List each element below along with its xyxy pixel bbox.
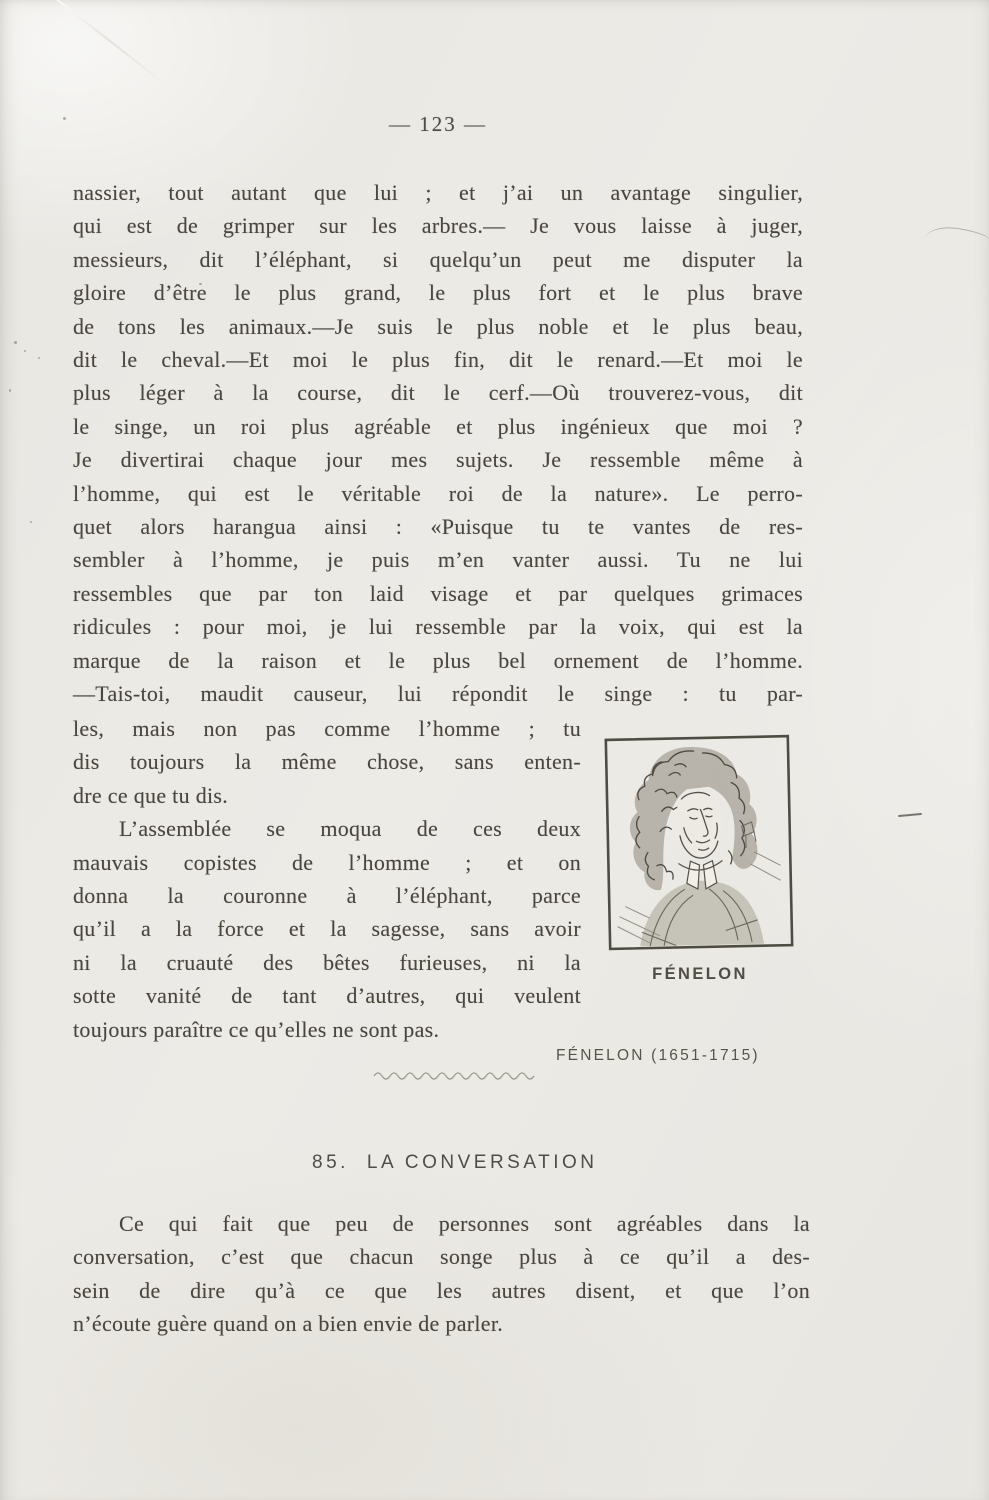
ink-speck bbox=[24, 350, 26, 352]
text-line: toujours paraître ce qu’elles ne sont pas. bbox=[73, 1016, 440, 1042]
text-line: gloire d’être le plus grand, le plus fort et le plus brave bbox=[73, 280, 803, 306]
page-number: — 123 — bbox=[389, 112, 487, 136]
text-line: messieurs, dit l’éléphant, si quelqu’un peut me disputer la bbox=[73, 246, 803, 272]
text-line: n’écoute guère quand on a bien envie de parler. bbox=[73, 1311, 504, 1337]
text-line: nassier, tout autant que lui ; et j’ai un avantage singulier, bbox=[73, 180, 803, 205]
portrait-caption: FÉNELON bbox=[652, 965, 748, 983]
text-line: —Tais-toi, maudit causeur, lui répondit le singe : tu par- bbox=[73, 681, 803, 707]
ink-speck bbox=[199, 283, 202, 285]
text-line: les, mais non pas comme l’homme ; tu bbox=[73, 716, 581, 741]
text-line: sembler à l’homme, je puis m’en vanter aussi. Tu ne lui bbox=[73, 547, 803, 573]
text-line: ressembles que par ton laid visage et par quelques grimaces bbox=[73, 580, 803, 606]
text-line: Ce qui fait que peu de personnes sont agréables dans la bbox=[119, 1211, 810, 1236]
section-title: LA CONVERSATION bbox=[366, 1152, 598, 1173]
ink-speck bbox=[38, 357, 40, 359]
text-line: qu’il a la force et la sagesse, sans avoir bbox=[73, 916, 581, 942]
text-line: dit le cheval.—Et moi le plus fin, dit le renard.—Et moi le bbox=[73, 347, 803, 373]
text-line: quet alors harangua ainsi : «Puisque tu te vantes de res- bbox=[73, 514, 803, 540]
text-line: marque de la raison et le plus bel ornement de l’homme. bbox=[73, 647, 803, 673]
text-line: dre ce que tu dis. bbox=[73, 782, 229, 808]
text-line: qui est de grimper sur les arbres.— Je vous laisse à juger, bbox=[73, 213, 803, 239]
text-line: donna la couronne à l’éléphant, parce bbox=[73, 883, 581, 909]
ink-speck bbox=[9, 389, 11, 392]
text-line: L’assemblée se moqua de ces deux bbox=[119, 816, 581, 842]
text-line: mauvais copistes de l’homme ; et on bbox=[73, 849, 581, 875]
closing-paragraph bbox=[73, 1207, 810, 1341]
ink-speck bbox=[63, 117, 66, 120]
pen-stroke-mark bbox=[924, 223, 989, 256]
text-line: Je divertirai chaque jour mes sujets. Je ressemble même à bbox=[73, 447, 803, 473]
text-line: ridicules : pour moi, je lui ressemble par la voix, qui est la bbox=[73, 614, 803, 640]
section-heading bbox=[312, 1152, 598, 1174]
paper-crease bbox=[54, 0, 166, 85]
text-line: conversation, c’est que chacun songe plus à ce qu’il a des- bbox=[73, 1244, 810, 1270]
text-line: l’homme, qui est le véritable roi de la nature». Le perro- bbox=[73, 480, 803, 506]
squiggle-divider bbox=[372, 1069, 544, 1081]
section-number: 85. bbox=[312, 1152, 349, 1173]
text-line: sotte vanité de tant d’autres, qui veulent bbox=[73, 983, 581, 1009]
narrow-column-paragraphs bbox=[73, 712, 581, 1046]
portrait-figure bbox=[604, 731, 796, 984]
fenelon-portrait-engraving bbox=[602, 729, 799, 957]
margin-dash-mark bbox=[898, 813, 922, 817]
text-line: dis toujours la même chose, sans enten- bbox=[73, 749, 581, 775]
text-line: plus léger à la course, dit le cerf.—Où trouverez-vous, dit bbox=[73, 380, 803, 406]
text-line: le singe, un roi plus agréable et plus ingénieux que moi ? bbox=[73, 413, 803, 439]
attribution-line: FÉNELON (1651-1715) bbox=[556, 1047, 760, 1064]
text-line: sein de dire qu’à ce que les autres disent, et que l’on bbox=[73, 1277, 810, 1303]
ink-speck bbox=[14, 341, 17, 344]
text-line: de tons les animaux.—Je suis le plus noble et le plus beau, bbox=[73, 313, 803, 339]
text-line: ni la cruauté des bêtes furieuses, ni la bbox=[73, 949, 581, 975]
ink-speck bbox=[30, 521, 32, 523]
continuation-paragraph bbox=[73, 176, 803, 711]
